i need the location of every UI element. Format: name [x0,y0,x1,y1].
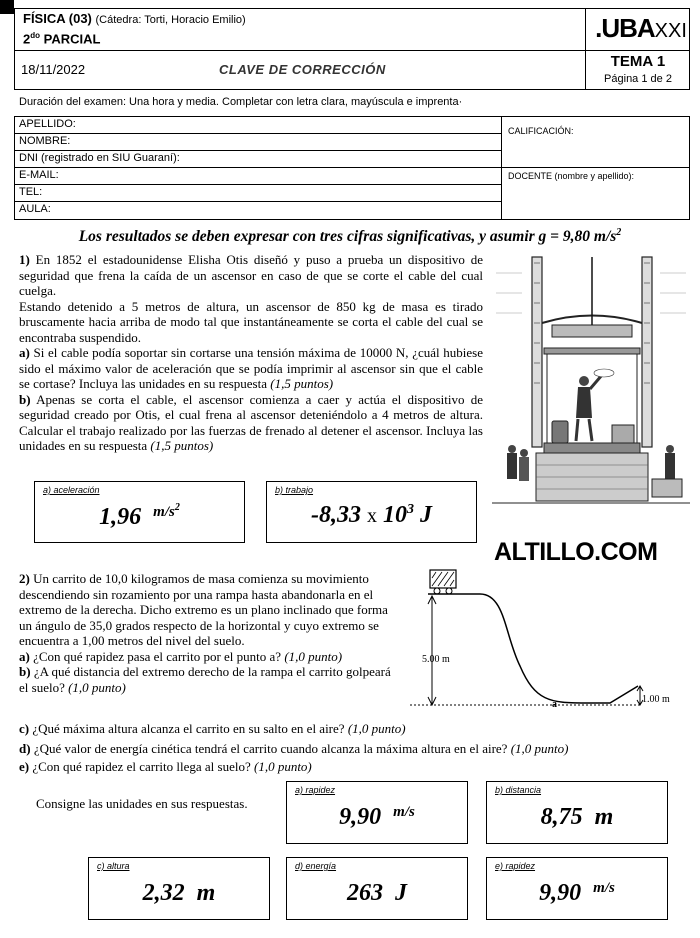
field-label: TEL: [19,186,43,198]
answer-2e-box [486,857,668,920]
exam-header [14,8,690,90]
end-height-label: 1.00 m [642,694,670,705]
problem-2-question-d [19,741,689,757]
logo-sub: XXI [654,20,687,42]
page-number: Página 1 de 2 [604,73,672,85]
cart-wheel-right [446,588,452,594]
question-label: a) [19,648,30,664]
question-points: (1,5 puntos) [270,376,334,391]
intro-text: En 1852 el estadounidense Elisha Otis diseñó y puso a prueba un dispositivo de seguridad que frena la caída de un ascensor en caso de que se corte el cable del cual cuelga. [19,252,484,298]
units-note: Consigne las unidades en sus respuestas. [36,796,248,811]
cart-wheel-left [434,588,440,594]
answer-2c-value [89,880,269,907]
corner-mark [0,0,14,14]
exam-type [23,31,100,46]
statement-text: Un carrito de 10,0 kilogramos de masa comienza su movimiento descendiendo sin rozamiento por una rampa hasta abandonarla en el extremo de la derecha. Dicho extremo es un plano inclinado que forma un ángulo de 35,0 grados respecto de la horizontal y cuyo extremo se encuentra a 1,00 metros del nivel del suelo. [19,571,388,648]
question-label: b) [19,391,31,407]
question-points: (1,0 punto) [68,679,126,695]
unit-m: m [593,880,605,896]
answer-2b-value [487,804,667,831]
answer-number: 9,90 [339,804,382,830]
docente-cell[interactable] [502,168,690,220]
answer-number: 263 [347,880,383,906]
unit-per-s: /s [604,880,615,896]
question-points: (1,0 punto) [347,721,406,736]
answer-2a-box [286,781,468,844]
answer-unit [153,504,180,520]
question-points: (1,0 punto) [284,648,343,664]
calificacion-label: CALIFICACIÓN: [508,126,574,136]
field-label: AULA: [19,203,51,215]
power-base: 10 [383,502,407,528]
problem-2-question-b [19,664,402,695]
question-label: c) [19,721,30,736]
answer-label: b) distancia [495,785,542,795]
problem-1-number: 1) [19,252,30,267]
answer-2c-box [88,857,270,920]
answer-unit [593,880,615,896]
answer-1b-box [266,481,477,543]
field-aula[interactable] [15,202,501,220]
question-label: e) [19,759,30,774]
answer-unit: m [196,880,216,906]
answer-label: c) altura [97,861,130,871]
question-label: a) [19,345,30,360]
point-a-label: a [552,699,557,710]
answer-2b-box [486,781,668,844]
question-text: ¿Con qué rapidez el carrito llega al suelo? [32,759,251,774]
subject-code: (03) [68,11,92,26]
answer-number: 8,75 [540,804,583,830]
exam-ordinal: do [30,31,41,40]
unit-per-s: /s [404,804,415,820]
answer-number: 9,90 [539,880,582,906]
problem-1-question-b [19,392,483,454]
exam-word: PARCIAL [43,31,101,47]
answer-number: -8,33 [311,502,361,528]
power-exponent: 3 [407,502,414,517]
unit-exp: 2 [174,502,180,513]
question-text: ¿Qué máxima altura alcanza el carrito en su salto en el aire? [32,721,345,736]
question-label: d) [19,740,31,756]
answer-1a-value [35,502,244,531]
field-label: NOMBRE: [19,135,71,147]
doc-title: CLAVE DE CORRECCIÓN [219,62,386,77]
student-info-table [14,116,690,220]
problem-2-question-c [19,721,689,737]
field-label: DNI (registrado en SIU Guaraní): [19,152,180,164]
answer-unit: J [420,502,432,528]
sig-figs-banner [0,227,700,246]
answer-number: 2,32 [142,880,185,906]
logo-main: .UBA [595,13,655,43]
field-nombre[interactable] [15,134,501,151]
answer-number: 1,96 [99,504,142,530]
problem-1-question-a [19,345,483,392]
answer-1b-value [267,502,476,529]
unit-per-s: /s [164,504,175,520]
question-points: (1,0 punto) [253,759,312,774]
answer-unit [393,804,415,820]
answer-label: a) rapidez [295,785,336,795]
field-dni[interactable] [15,151,501,168]
field-email[interactable] [15,168,501,185]
problem-2-more-questions [19,721,689,775]
banner-text: Los resultados se deben expresar con tres cifras significativas, y asumir g = 9,80 m/s [78,228,617,246]
height-label: 5.00 m [422,654,450,665]
field-label: E-MAIL: [19,169,59,181]
unit-m: m [393,804,405,820]
problem-2-number: 2) [19,571,30,586]
question-text: ¿A qué distancia del extremo derecho de la rampa el carrito golpeará el suelo? [19,664,391,695]
answer-unit: J [395,880,407,906]
question-text: Apenas se corta el cable, el ascensor comienza a caer y actúa el dispositivo de seguridad creado por Otis, el cual frena al ascensor deteniéndolo a 4 metros de altura. Calcular el trabajo realizado por las fuerzas de frenado al detener el ascensor. Incluya las unidades en su respuesta [19,391,483,453]
otis-elevator-illustration [492,253,690,511]
field-apellido[interactable] [15,117,501,134]
uba-logo [595,13,687,44]
times-sign: x [367,505,377,527]
banner-exponent: 2 [616,227,622,238]
problem-1-setup: Estando detenido a 5 metros de altura, un ascensor de 850 kg de masa es tirado bruscamente hacia arriba de modo tal que instantáneamente se corta el cable del cual se encontraba suspendido. [19,298,483,345]
problem-1 [19,252,483,454]
exam-instructions: Duración del examen: Una hora y media. Completar con letra clara, mayúscula e imprenta· [19,96,463,108]
question-text: ¿Qué valor de energía cinética tendrá el carrito cuando alcanza la máxima altura en el aire? [33,740,508,756]
answer-label: b) trabajo [275,485,314,495]
field-tel[interactable] [15,185,501,202]
tema-label: TEMA 1 [610,53,666,70]
calificacion-cell[interactable] [502,117,690,168]
answer-label: e) rapidez [495,861,536,871]
field-label: APELLIDO: [19,118,76,130]
question-text: Si el cable podía soportar sin cortarse una tensión máxima de 10000 N, ¿cuál hubiese sido el máximo valor de aceleración que se podía imprimir al ascensor sin que el cable se cortase? Incluya las unidades en su respuesta [19,345,483,391]
answer-1a-box [34,481,245,543]
answer-2d-value [287,880,467,907]
problem-2-question-a [19,649,402,665]
question-points: (1,5 puntos) [150,438,214,453]
question-text: ¿Con qué rapidez pasa el carrito por el punto a? [33,648,282,664]
chair-name: (Cátedra: Torti, Horacio Emilio) [95,14,246,26]
problem-2-question-e [19,759,689,775]
subject-name: FÍSICA [23,11,66,26]
problem-1-intro [19,252,483,299]
answer-2d-box [286,857,468,920]
exam-number: 2 [23,31,31,47]
answer-unit: m [594,804,614,830]
question-points: (1,0 punto) [510,740,569,756]
problem-2 [19,571,402,695]
problem-2-statement [19,571,402,649]
docente-label: DOCENTE (nombre y apellido): [508,171,635,181]
answer-2e-value [487,880,667,907]
answer-label: a) aceleración [43,485,100,495]
answer-2a-value [287,804,467,831]
exam-date: 18/11/2022 [21,62,86,77]
answer-label: d) energía [295,861,337,871]
ramp-diagram [410,566,690,716]
watermark: ALTILLO.COM [494,538,658,566]
ramp-curve [428,594,638,703]
unit-m: m [153,504,165,520]
question-label: b) [19,664,31,679]
subject-line [23,11,246,26]
